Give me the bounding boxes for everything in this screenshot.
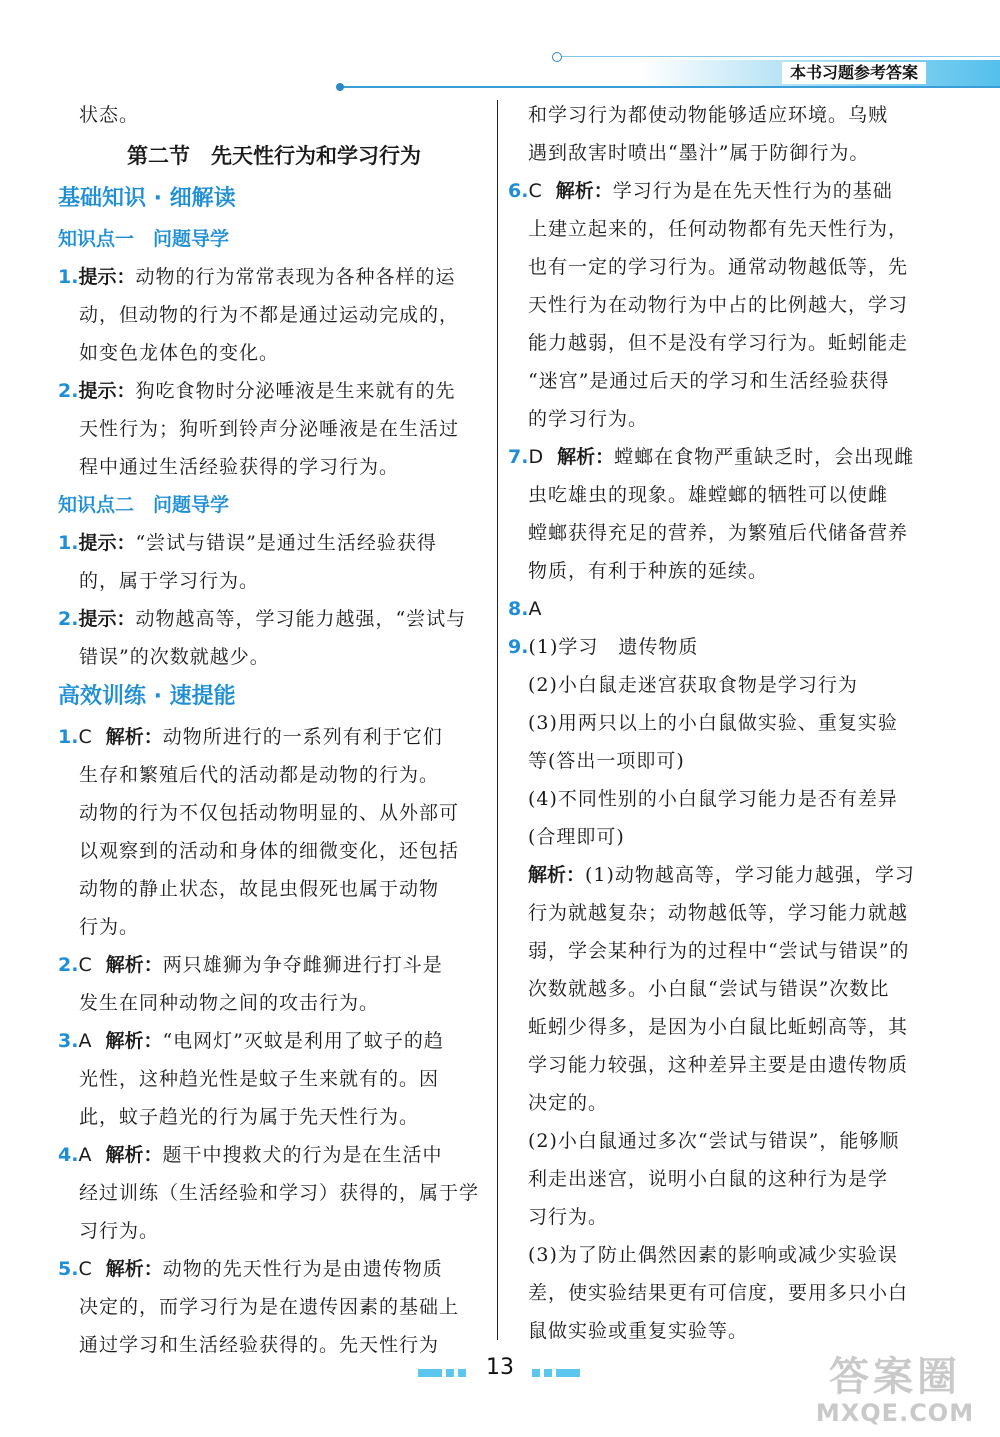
- header-dot-decoration: [336, 83, 344, 91]
- text-line: 天性行为；狗听到铃声分泌唾液是在生活过: [79, 418, 460, 440]
- text-line: 动，但动物的行为不都是通过运动完成的，: [79, 304, 460, 326]
- text-line: 天性行为在动物行为中占的比例越大，学习: [528, 294, 909, 316]
- item-number: 7.: [508, 446, 529, 468]
- item-text: 动物的行为常常表现为各种各样的运: [135, 266, 456, 288]
- knowledge-point-heading: 知识点二 问题导学: [58, 494, 230, 516]
- section-heading: 基础知识 · 细解读: [58, 186, 236, 211]
- answer-choice: A: [78, 1030, 92, 1052]
- text-line: 鼠做实验或重复实验等。: [528, 1320, 749, 1342]
- answer-choice: D: [528, 446, 544, 468]
- text-line: 和学习行为都使动物能够适应环境。乌贼: [528, 104, 889, 126]
- text-line: 如变色龙体色的变化。: [79, 342, 280, 364]
- item-tag: 解析：: [105, 954, 163, 976]
- answer-choice: C: [78, 954, 92, 976]
- text-line: 经过训练（生活经验和学习）获得的，属于学: [79, 1182, 480, 1204]
- item-tag: 解析：: [555, 180, 613, 202]
- text-line: 行为就越复杂；动物越低等，学习能力就越: [528, 902, 909, 924]
- answer-item: [508, 856, 948, 894]
- item-tag: 解析：: [528, 864, 586, 886]
- page-number: 13: [486, 1355, 514, 1380]
- answer-item: [508, 438, 948, 476]
- text-line: 此，蚊子趋光的行为属于先天性行为。: [79, 1106, 420, 1128]
- text-line: 的，属于学习行为。: [79, 570, 260, 592]
- item-number: 1.: [58, 726, 79, 748]
- text-line: 上建立起来的，任何动物都有先天性行为，: [528, 218, 909, 240]
- section-heading: 高效训练 · 速提能: [58, 684, 236, 709]
- watermark-line2: MXQE.COM: [815, 1399, 975, 1427]
- text-line: 等(答出一项即可): [528, 750, 685, 772]
- text-line: 发生在同种动物之间的攻击行为。: [79, 992, 380, 1014]
- footer-left-decoration: [418, 1362, 470, 1370]
- text-line: (合理即可): [528, 826, 625, 848]
- text-line: 程中通过生活经验获得的学习行为。: [79, 456, 400, 478]
- item-number: 1.: [58, 266, 79, 288]
- item-tag: 解析：: [105, 1258, 163, 1280]
- item-text: 动物越高等，学习能力越强，“尝试与: [135, 608, 467, 630]
- answer-choice: C: [528, 180, 542, 202]
- item-tag: 解析：: [105, 1144, 163, 1166]
- item-number: 3.: [58, 1030, 79, 1052]
- text-line: 光性，这种趋光性是蚊子生来就有的。因: [79, 1068, 440, 1090]
- header-thin-line: [560, 56, 1000, 57]
- answer-item: [58, 372, 490, 410]
- text-line: 决定的，而学习行为是在遗传因素的基础上: [79, 1296, 460, 1318]
- answer-item: [508, 172, 948, 210]
- section-title: 第二节 先天性行为和学习行为: [127, 143, 421, 168]
- text-line: 通过学习和生活经验获得的。先天性行为: [79, 1334, 440, 1356]
- item-text: (1)动物越高等，学习能力越强，学习: [585, 864, 915, 886]
- header-line: [340, 86, 1000, 88]
- text-line: 能力越弱，但不是没有学习行为。蚯蚓能走: [528, 332, 909, 354]
- item-text: 学习行为是在先天性行为的基础: [612, 180, 893, 202]
- item-number: 2.: [58, 608, 79, 630]
- text-line: 螳螂获得充足的营养，为繁殖后代储备营养: [528, 522, 909, 544]
- text-line: 习行为。: [528, 1206, 609, 1228]
- watermark-line1: 答案圈: [829, 1354, 961, 1400]
- item-text: 螳螂在食物严重缺乏时，会出现雌: [614, 446, 915, 468]
- item-number: 5.: [58, 1258, 79, 1280]
- text-line: 错误”的次数就越少。: [79, 646, 270, 668]
- text-line: (3)为了防止偶然因素的影响或减少实验误: [528, 1244, 898, 1266]
- answer-item: [58, 258, 490, 296]
- text-line: 虫吃雄虫的现象。雄螳螂的牺牲可以使雌: [528, 484, 889, 506]
- text-line: 动物的静止状态，故昆虫假死也属于动物: [79, 878, 440, 900]
- item-text: “尝试与错误”是通过生活经验获得: [135, 532, 437, 554]
- text-line: 行为。: [79, 916, 140, 938]
- answer-choice: A: [78, 1144, 92, 1166]
- text-line: 物质，有利于种族的延续。: [528, 560, 769, 582]
- text-line: 状态。: [79, 104, 140, 126]
- item-tag: 提示：: [78, 532, 136, 554]
- text-line: 次数就越多。小白鼠“尝试与错误”次数比: [528, 978, 890, 1000]
- item-number: 1.: [58, 532, 79, 554]
- text-line: 决定的。: [528, 1092, 609, 1114]
- item-number: 6.: [508, 180, 529, 202]
- text-line: “迷宫”是通过后天的学习和生活经验获得: [528, 370, 890, 392]
- answer-item: [58, 1136, 490, 1174]
- answer-choice: C: [78, 726, 92, 748]
- footer-right-decoration: [532, 1362, 584, 1370]
- text-line: 生存和繁殖后代的活动都是动物的行为。: [79, 764, 440, 786]
- item-text: 狗吃食物时分泌唾液是生来就有的先: [135, 380, 456, 402]
- answer-choice: C: [78, 1258, 92, 1280]
- text-line: (2)小白鼠通过多次“尝试与错误”，能够顺: [528, 1130, 900, 1152]
- text-line: 遇到敌害时喷出“墨汁”属于防御行为。: [528, 142, 870, 164]
- column-divider: [497, 100, 498, 1340]
- item-number: 2.: [58, 380, 79, 402]
- text-line: (4)不同性别的小白鼠学习能力是否有差异: [528, 788, 898, 810]
- text-line: 以观察到的活动和身体的细微变化，还包括: [79, 840, 460, 862]
- item-text: 动物的先天性行为是由遗传物质: [162, 1258, 443, 1280]
- text-line: (2)小白鼠走迷宫获取食物是学习行为: [528, 674, 858, 696]
- right-column: [508, 96, 948, 1350]
- answer-item: [508, 628, 948, 666]
- header-ring-decoration: [552, 52, 562, 62]
- text-line: 习行为。: [79, 1220, 160, 1242]
- answer-choice: A: [528, 598, 542, 620]
- text-line: 也有一定的学习行为。通常动物越低等，先: [528, 256, 909, 278]
- text-line: 动物的行为不仅包括动物明显的、从外部可: [79, 802, 460, 824]
- item-number: 8.: [508, 598, 529, 620]
- text-line: 差，使实验结果更有可信度，要用多只小白: [528, 1282, 909, 1304]
- answer-item: [508, 590, 948, 628]
- item-tag: 解析：: [105, 1030, 163, 1052]
- text-line: 利走出迷宫，说明小白鼠的这种行为是学: [528, 1168, 889, 1190]
- item-tag: 解析：: [557, 446, 615, 468]
- knowledge-point-heading: 知识点一 问题导学: [58, 228, 230, 250]
- text-line: 学习能力较强，这种差异主要是由遗传物质: [528, 1054, 909, 1076]
- item-tag: 提示：: [78, 380, 136, 402]
- item-tag: 提示：: [78, 608, 136, 630]
- header-label: 本书习题参考答案: [782, 62, 926, 84]
- item-tag: 提示：: [78, 266, 136, 288]
- answer-item: [58, 524, 490, 562]
- answer-item: [58, 946, 490, 984]
- item-text: (1)学习 遗传物质: [528, 636, 699, 658]
- watermark-logo: [800, 1355, 990, 1427]
- answer-item: [58, 1022, 490, 1060]
- text-line: 蚯蚓少得多，是因为小白鼠比蚯蚓高等，其: [528, 1016, 909, 1038]
- item-text: 题干中搜救犬的行为是在生活中: [162, 1144, 443, 1166]
- item-text: “电网灯”灭蚊是利用了蚊子的趋: [162, 1030, 444, 1052]
- left-column: [58, 96, 490, 1364]
- item-text: 两只雄狮为争夺雌狮进行打斗是: [162, 954, 443, 976]
- item-text: 动物所进行的一系列有利于它们: [162, 726, 443, 748]
- answer-item: [58, 1250, 490, 1288]
- answer-item: [58, 718, 490, 756]
- item-number: 9.: [508, 636, 529, 658]
- text-line: 弱，学会某种行为的过程中“尝试与错误”的: [528, 940, 910, 962]
- text-line: 的学习行为。: [528, 408, 649, 430]
- text-line: (3)用两只以上的小白鼠做实验、重复实验: [528, 712, 898, 734]
- answer-item: [58, 600, 490, 638]
- item-number: 2.: [58, 954, 79, 976]
- item-number: 4.: [58, 1144, 79, 1166]
- item-tag: 解析：: [105, 726, 163, 748]
